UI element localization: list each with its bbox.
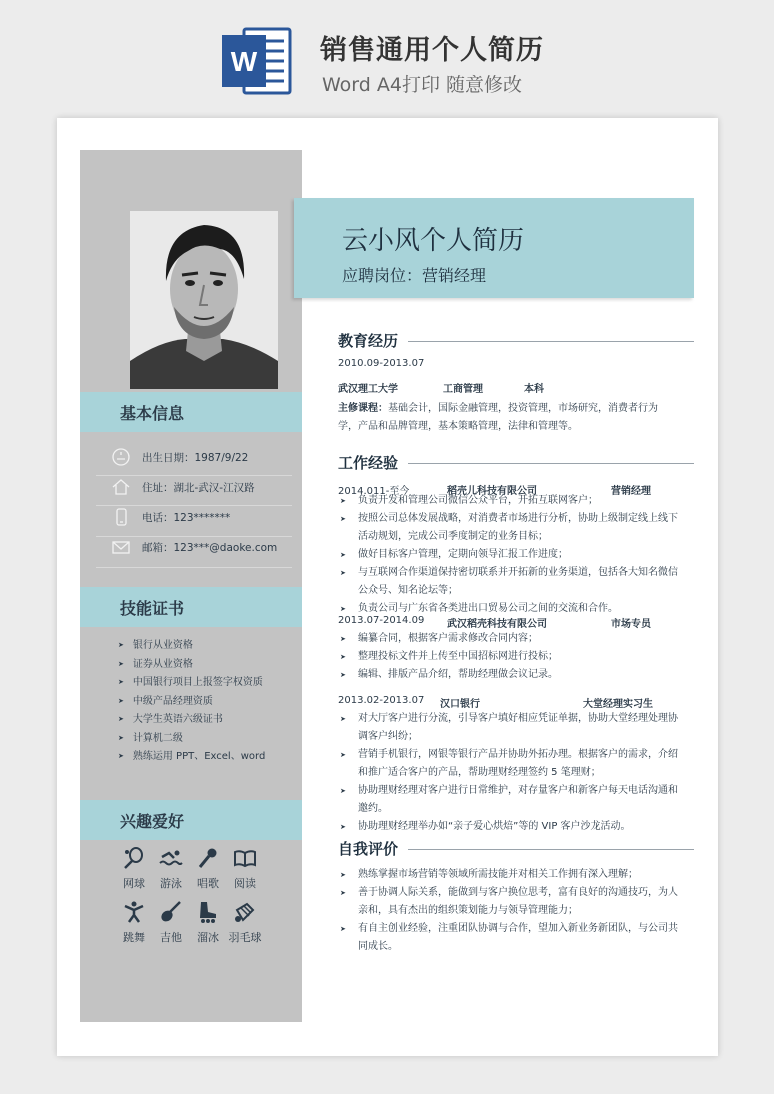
mail-icon <box>110 536 132 558</box>
basic-info-heading: 基本信息 <box>120 404 185 423</box>
list-item: ➤ 计算机二级 <box>118 729 298 748</box>
job-period: 2013.02-2013.07 <box>338 695 425 706</box>
word-logo-icon <box>222 25 294 97</box>
skills-heading: 技能证书 <box>120 599 185 618</box>
self-eval-heading: 自我评价 <box>338 838 408 859</box>
word-logo-letter: W <box>230 46 258 77</box>
birth-date: 出生日期：1987/9/22 <box>142 452 249 464</box>
hobby-swimming: 游泳 <box>153 846 189 891</box>
list-item: ➤ 熟练掌握市场营销等领域所需技能并对相关工作拥有深入理解； <box>340 866 685 884</box>
tennis-icon <box>122 846 146 870</box>
resume-name: 云小风个人简历 <box>342 226 525 256</box>
birth-row <box>110 446 295 468</box>
applied-position: 应聘岗位：营销经理 <box>342 266 487 285</box>
school-name: 武汉理工大学 <box>338 384 398 395</box>
job-duties <box>340 630 685 684</box>
hobby-skating: 溜冰 <box>190 900 226 945</box>
job-company: 汉口银行 <box>440 699 480 710</box>
hobbies-header <box>80 800 302 840</box>
hobby-dancing: 跳舞 <box>116 900 152 945</box>
phone: 电话：123******* <box>142 512 231 524</box>
resume-paper <box>57 118 718 1056</box>
divider <box>96 567 292 568</box>
list-item: ➤ 与互联网合作渠道保持密切联系并开拓新的业务渠道，包括各大知名微信公众号、知名论坛等； <box>340 564 685 600</box>
list-item: ➤ 协助理财经理对客户进行日常维护，对存量客户和新客户每天电话沟通和邀约。 <box>340 782 685 818</box>
dancer-icon <box>122 900 146 924</box>
education-heading: 教育经历 <box>338 330 408 351</box>
cake-icon <box>110 446 132 468</box>
work-section-header <box>338 452 694 474</box>
home-icon <box>110 476 132 498</box>
shuttlecock-icon <box>233 900 257 924</box>
list-item: ➤ 按照公司总体发展战略，对消费者市场进行分析，协助上级制定线上线下活动规划，完成公司季度制定的业务目标； <box>340 510 685 546</box>
list-item: ➤ 银行从业资格 <box>118 636 298 655</box>
list-item: ➤ 中级产品经理资质 <box>118 692 298 711</box>
education-section-header <box>338 330 694 352</box>
phone-icon <box>110 506 132 528</box>
courses-text: 基础会计，国际金融管理，投资管理，市场研究，消费者行为学，产品和品牌管理，基本策略管理，法律和管理等。 <box>338 403 658 432</box>
major: 工商管理 <box>443 384 483 395</box>
guitar-icon <box>159 900 183 924</box>
list-item: ➤ 整理投标文件并上传至中国招标网进行投标； <box>340 648 685 666</box>
job-role: 营销经理 <box>611 486 651 497</box>
basic-info-header <box>80 392 302 432</box>
microphone-icon <box>196 846 220 870</box>
resume-sidebar <box>80 150 302 1022</box>
list-item: ➤ 证券从业资格 <box>118 655 298 674</box>
page-header <box>0 0 774 110</box>
job-period: 2014.011-至今 <box>338 486 410 497</box>
job-role: 市场专员 <box>611 619 651 630</box>
email-row <box>110 536 295 558</box>
degree: 本科 <box>524 384 544 395</box>
self-eval-section-header <box>338 838 694 860</box>
list-item: ➤ 中国银行项目上报签字权资质 <box>118 673 298 692</box>
work-heading: 工作经验 <box>338 452 408 473</box>
list-item: ➤ 营销手机银行，网银等银行产品并协助外拓办理。根据客户的需求，介绍和推广适合客户的产品，帮助理财经理签约 5 笔理财； <box>340 746 685 782</box>
job-duties <box>340 710 685 836</box>
page-subtitle: Word A4打印 随意修改 <box>322 74 523 96</box>
courses-paragraph <box>338 400 674 436</box>
resume-title-box <box>294 198 694 298</box>
job-period: 2013.07-2014.09 <box>338 615 425 626</box>
list-item: ➤ 熟练运用 PPT、Excel、word <box>118 747 298 766</box>
job-role: 大堂经理实习生 <box>583 699 653 710</box>
page-title: 销售通用个人简历 <box>320 35 544 66</box>
skills-list <box>118 636 298 766</box>
skate-icon <box>196 900 220 924</box>
swimming-icon <box>159 846 183 870</box>
book-icon <box>233 846 257 870</box>
list-item: ➤ 做好目标客户管理，定期向领导汇报工作进度； <box>340 546 685 564</box>
list-item: ➤ 编纂合同，根据客户需求修改合同内容； <box>340 630 685 648</box>
job-company: 稻壳儿科技有限公司 <box>447 486 537 497</box>
list-item: ➤ 善于协调人际关系，能做到与客户换位思考，富有良好的沟通技巧，为人亲和，具有杰出的组织策划能力与领导管理能力； <box>340 884 685 920</box>
email: 邮箱：123***@daoke.com <box>142 542 278 554</box>
courses-label: 主修课程： <box>338 403 388 414</box>
list-item: ➤ 有自主创业经验，注重团队协调与合作，望加入新业务新团队，与公司共同成长。 <box>340 920 685 956</box>
list-item: ➤ 负责开发和管理公司微信公众平台，开拓互联网客户； <box>340 492 685 510</box>
phone-row <box>110 506 295 528</box>
hobby-singing: 唱歌 <box>190 846 226 891</box>
skills-header <box>80 587 302 627</box>
list-item: ➤ 编辑、排版产品介绍，帮助经理做会议记录。 <box>340 666 685 684</box>
address-row <box>110 476 295 498</box>
job-company: 武汉稻壳科技有限公司 <box>447 619 547 630</box>
list-item: ➤ 大学生英语六级证书 <box>118 710 298 729</box>
list-item: ➤ 负责公司与广东省各类进出口贸易公司之间的交流和合作。 <box>340 600 685 618</box>
education-period: 2010.09-2013.07 <box>338 358 425 369</box>
list-item: ➤ 协助理财经理举办如“亲子爱心烘焙”等的 VIP 客户沙龙活动。 <box>340 818 685 836</box>
list-item: ➤ 对大厅客户进行分流，引导客户填好相应凭证单据，协助大堂经理处理协调客户纠纷； <box>340 710 685 746</box>
hobby-badminton: 羽毛球 <box>227 900 263 945</box>
profile-photo <box>130 211 278 389</box>
hobby-tennis: 网球 <box>116 846 152 891</box>
address: 住址：湖北-武汉-江汉路 <box>142 482 255 494</box>
job-duties <box>340 492 685 618</box>
hobby-guitar: 吉他 <box>153 900 189 945</box>
hobby-reading: 阅读 <box>227 846 263 891</box>
self-eval-list <box>340 866 685 956</box>
hobbies-heading: 兴趣爱好 <box>120 812 185 831</box>
